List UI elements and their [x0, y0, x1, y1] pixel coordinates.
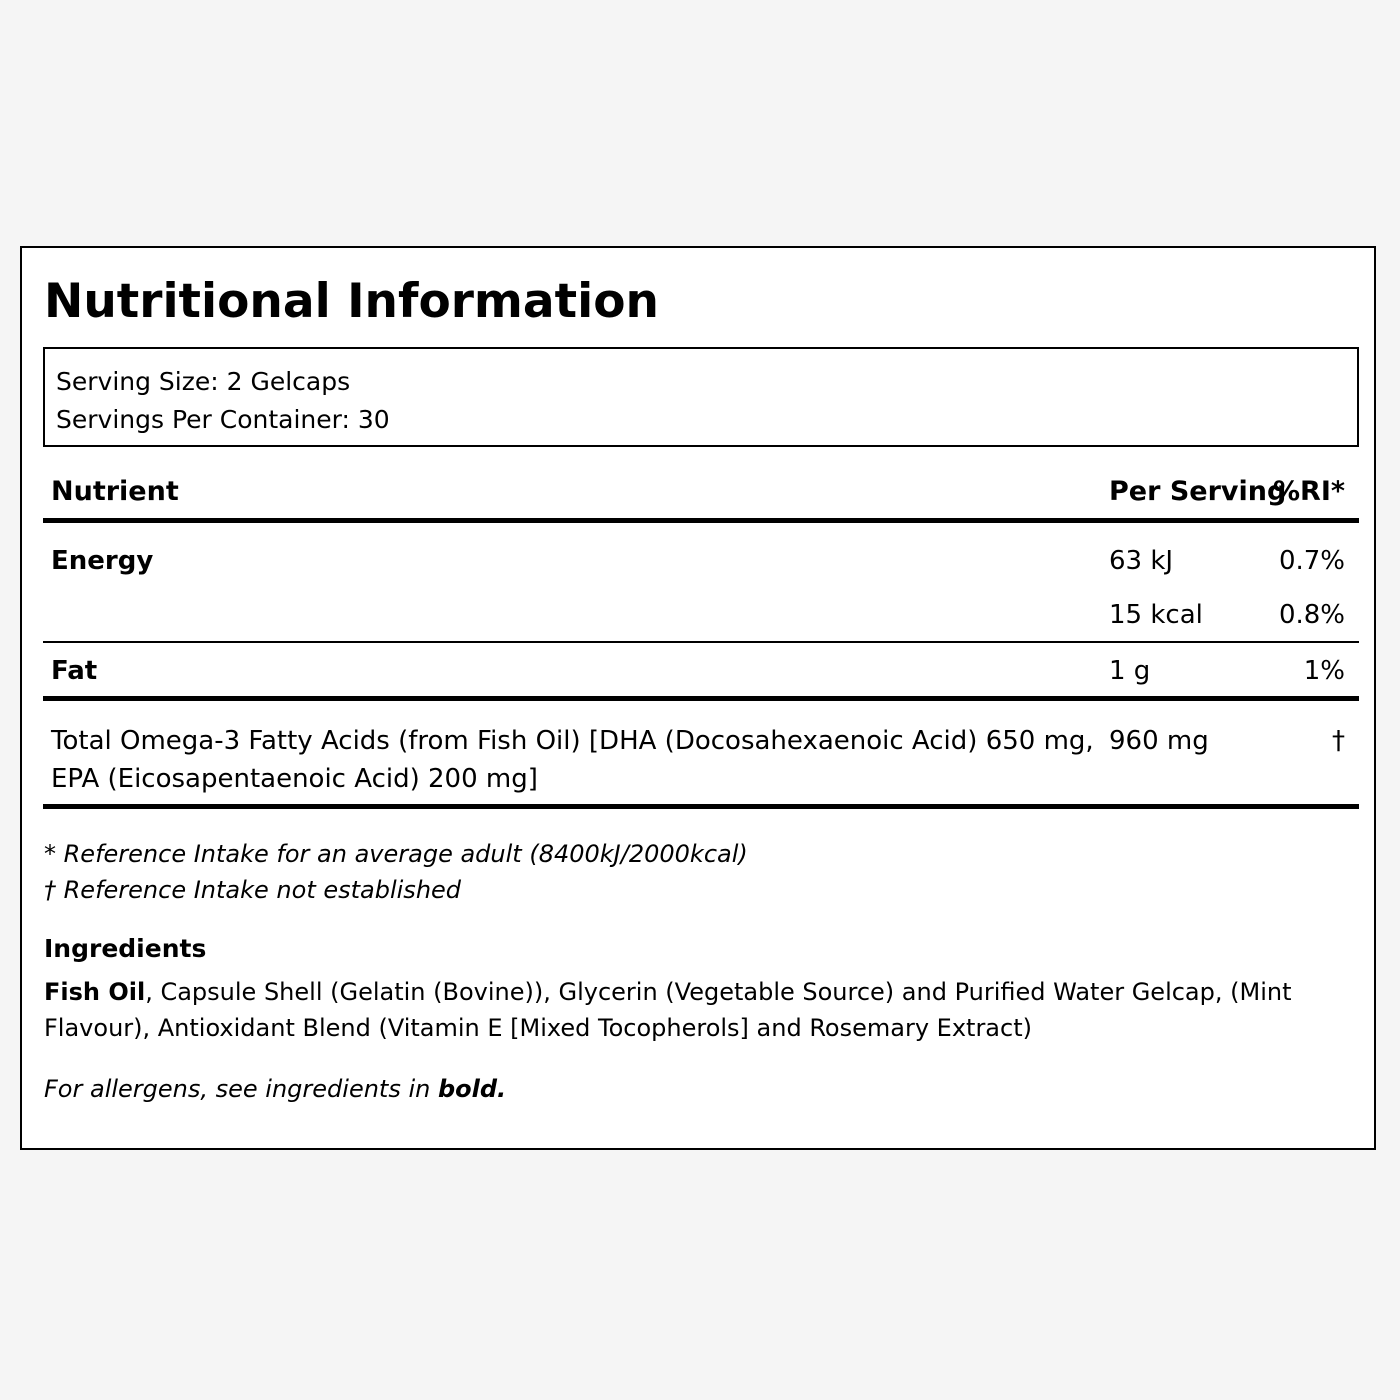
allergen-note-prefix: For allergens, see ingredients in	[44, 1075, 438, 1103]
table-bottom-divider	[43, 804, 1359, 809]
footnotes	[44, 836, 748, 908]
fat-ri: 1%	[1303, 656, 1345, 686]
header-ri: %RI*	[1272, 476, 1345, 507]
ingredients-text	[44, 974, 1344, 1046]
serving-info-box	[43, 347, 1359, 447]
energy-kcal-ri: 0.8%	[1278, 600, 1345, 630]
servings-per-container: Servings Per Container: 30	[56, 405, 390, 434]
allergen-ingredient: Fish Oil	[44, 978, 146, 1006]
allergen-note	[44, 1071, 506, 1107]
ingredients-heading: Ingredients	[44, 934, 207, 963]
page-title: Nutritional Information	[44, 274, 659, 329]
energy-kj-ri: 0.7%	[1278, 546, 1345, 576]
omega3-amount: 960 mg	[1109, 726, 1209, 756]
header-divider	[43, 518, 1359, 523]
allergen-note-bold: bold.	[437, 1075, 507, 1103]
energy-kj-amount: 63 kJ	[1109, 546, 1174, 576]
footnote-ri: * Reference Intake for an average adult (8400kJ/2000kcal)	[44, 840, 748, 868]
header-per-serving: Per Serving	[1109, 476, 1287, 507]
energy-kcal-amount: 15 kcal	[1109, 600, 1203, 630]
nutrition-label-panel	[20, 246, 1376, 1150]
row-divider	[43, 641, 1359, 643]
nutrient-name-omega3-line1: Total Omega-3 Fatty Acids (from Fish Oil) [DHA (Docosahexaenoic Acid) 650 mg,	[51, 726, 1094, 756]
fat-amount: 1 g	[1109, 656, 1151, 686]
nutrient-name-fat: Fat	[51, 656, 98, 686]
serving-size: Serving Size: 2 Gelcaps	[56, 367, 351, 396]
ingredients-rest: , Capsule Shell (Gelatin (Bovine)), Glycerin (Vegetable Source) and Purified Water Gelcap, (Mint Flavour), Antioxidant Blend (Vitamin E [Mixed Tocopherols] and Rosemary Extract)	[44, 978, 1292, 1042]
footnote-dagger: † Reference Intake not established	[44, 876, 462, 904]
nutrient-name-energy: Energy	[51, 546, 154, 576]
section-divider	[43, 696, 1359, 701]
header-nutrient: Nutrient	[51, 476, 179, 507]
nutrient-name-omega3-line2: EPA (Eicosapentaenoic Acid) 200 mg]	[51, 764, 538, 794]
omega3-ri: †	[1332, 726, 1345, 756]
